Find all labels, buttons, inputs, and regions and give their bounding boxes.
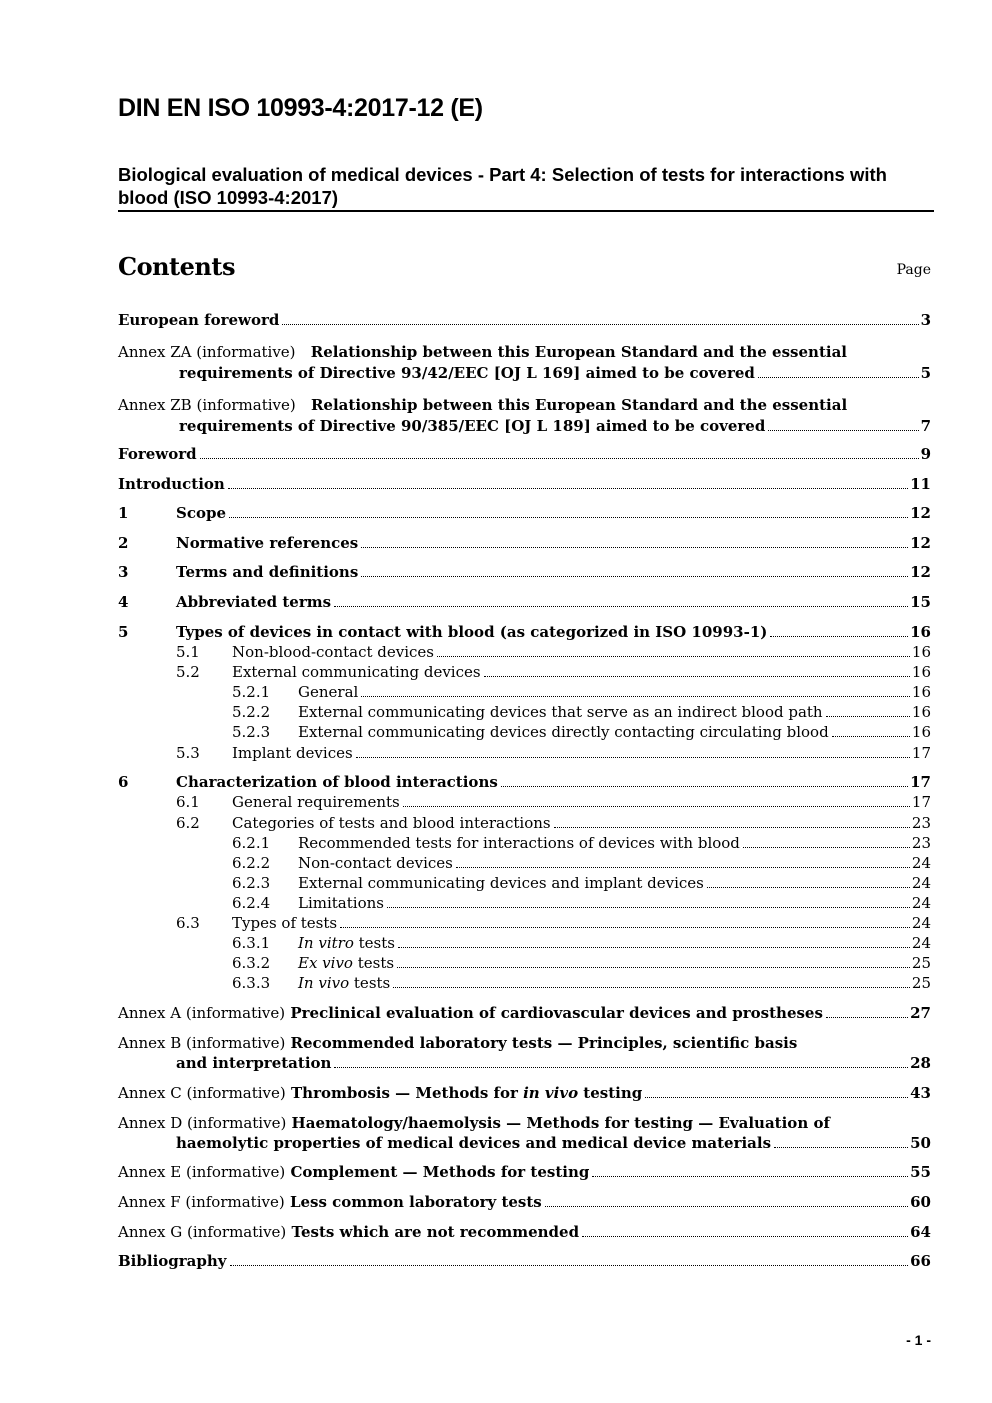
toc-entry-annex-zb-line2[interactable] bbox=[0, 416, 992, 436]
page-column-label: Page bbox=[896, 262, 931, 278]
annex-label: Annex ZB (informative) bbox=[118, 396, 296, 414]
toc-page-number: 12 bbox=[910, 504, 931, 522]
toc-entry-section-6-2-4[interactable] bbox=[0, 893, 992, 913]
toc-page-number: 3 bbox=[920, 311, 931, 329]
toc-entry-annex-za-line2[interactable] bbox=[0, 363, 992, 383]
toc-entry-title: External communicating devices directly contacting circulating blood bbox=[298, 723, 829, 741]
toc-entry-title bbox=[118, 1222, 579, 1242]
section-number: 6.2.2 bbox=[232, 854, 271, 872]
toc-entry-section-5-2-2[interactable] bbox=[0, 702, 992, 722]
toc-page-number: 25 bbox=[911, 974, 931, 992]
toc-entry-title bbox=[118, 1192, 542, 1212]
toc-entry-title: Characterization of blood interactions bbox=[176, 773, 498, 791]
toc-entry-title: Scope bbox=[176, 504, 227, 522]
section-number: 6.2.1 bbox=[232, 834, 271, 852]
dot-leader bbox=[758, 364, 919, 378]
toc-page-number: 17 bbox=[910, 773, 931, 791]
toc-entry-title-continued: haemolytic properties of medical devices and medical device materials bbox=[176, 1134, 772, 1152]
toc-page-number: 27 bbox=[910, 1004, 931, 1022]
toc-page-number: 16 bbox=[911, 683, 931, 701]
toc-page-number: 43 bbox=[910, 1084, 931, 1102]
toc-entry-section-5-2[interactable] bbox=[0, 662, 992, 682]
toc-page-number: 23 bbox=[911, 834, 931, 852]
section-number: 5.2 bbox=[176, 663, 200, 681]
section-number: 6.1 bbox=[176, 793, 200, 811]
title-rest: tests bbox=[349, 974, 391, 992]
document-subtitle: Biological evaluation of medical devices - Part 4: Selection of tests for interactions with blood (ISO 10993-4:2017) bbox=[118, 164, 887, 208]
toc-entry-annex-a[interactable] bbox=[0, 1003, 992, 1023]
toc-page-number: 28 bbox=[910, 1054, 931, 1072]
toc-page-number: 16 bbox=[911, 723, 931, 741]
italic-term: in vivo bbox=[523, 1084, 579, 1102]
annex-label: Annex C (informative) bbox=[118, 1084, 286, 1102]
toc-entry-section-4[interactable] bbox=[0, 592, 992, 612]
dot-leader bbox=[826, 1004, 908, 1018]
toc-entry-section-5[interactable] bbox=[0, 622, 992, 642]
dot-leader bbox=[356, 744, 910, 758]
toc-page-number: 16 bbox=[910, 623, 931, 641]
title-rest: tests bbox=[352, 954, 395, 972]
annex-title: Preclinical evaluation of cardiovascular devices and prostheses bbox=[290, 1004, 823, 1022]
toc-entry-section-5-2-3[interactable] bbox=[0, 722, 992, 742]
italic-term: In vitro bbox=[298, 934, 354, 952]
toc-entry-section-6-3-1[interactable] bbox=[0, 933, 992, 953]
dot-leader bbox=[398, 934, 910, 948]
annex-label: Annex B (informative) bbox=[118, 1034, 286, 1052]
dot-leader bbox=[832, 723, 910, 737]
toc-entry-title: External communicating devices and implant devices bbox=[298, 874, 704, 892]
toc-page-number: 16 bbox=[911, 703, 931, 721]
toc-entry-section-5-3[interactable] bbox=[0, 743, 992, 763]
section-number: 5.1 bbox=[176, 643, 200, 661]
toc-page-number: 9 bbox=[920, 445, 931, 463]
annex-label: Annex A (informative) bbox=[118, 1004, 286, 1022]
annex-title: Tests which are not recommended bbox=[291, 1223, 580, 1241]
toc-entry-title: Recommended tests for interactions of devices with blood bbox=[298, 834, 740, 852]
toc-entry-title: European foreword bbox=[118, 311, 280, 329]
section-number: 6.3.1 bbox=[232, 934, 271, 952]
annex-label: Annex F (informative) bbox=[118, 1193, 285, 1211]
toc-page-number: 17 bbox=[911, 793, 931, 811]
toc-page-number: 17 bbox=[911, 744, 931, 762]
toc-entry-title: Non-contact devices bbox=[298, 854, 453, 872]
toc-page-number: 11 bbox=[910, 475, 931, 493]
toc-page-number: 16 bbox=[911, 643, 931, 661]
dot-leader bbox=[545, 1193, 908, 1207]
section-number: 5 bbox=[118, 623, 129, 641]
toc-page-number: 12 bbox=[910, 563, 931, 581]
dot-leader bbox=[397, 954, 910, 968]
annex-label: Annex E (informative) bbox=[118, 1163, 286, 1181]
toc-entry-title: Normative references bbox=[176, 534, 359, 552]
toc-entry-title bbox=[118, 1083, 642, 1103]
dot-leader bbox=[554, 814, 910, 828]
toc-entry-title bbox=[118, 1003, 823, 1023]
toc-page-number: 23 bbox=[911, 814, 931, 832]
dot-leader bbox=[228, 475, 908, 489]
toc-entry-annex-b-line2[interactable] bbox=[0, 1053, 992, 1073]
toc-entry-title: Bibliography bbox=[118, 1252, 227, 1270]
dot-leader bbox=[484, 663, 910, 677]
toc-entry-section-6-2-2[interactable] bbox=[0, 853, 992, 873]
toc-page-number: 15 bbox=[910, 593, 931, 611]
toc-entry-section-1[interactable] bbox=[0, 503, 992, 523]
toc-entry-title: Non-blood-contact devices bbox=[232, 643, 435, 661]
section-number: 6.3 bbox=[176, 914, 200, 932]
toc-entry-title bbox=[118, 1162, 589, 1182]
dot-leader bbox=[200, 445, 919, 459]
dot-leader bbox=[403, 793, 910, 807]
toc-page-number: 12 bbox=[910, 534, 931, 552]
dot-leader bbox=[592, 1163, 908, 1177]
annex-title: Thrombosis — Methods for bbox=[291, 1084, 524, 1102]
toc-entry-section-6-2[interactable] bbox=[0, 813, 992, 833]
annex-title: Less common laboratory tests bbox=[289, 1193, 542, 1211]
dot-leader bbox=[437, 643, 910, 657]
toc-entry-european-foreword[interactable] bbox=[0, 310, 992, 330]
toc-page-number: 66 bbox=[910, 1252, 931, 1270]
toc-entry-section-3[interactable] bbox=[0, 562, 992, 582]
toc-entry-section-2[interactable] bbox=[0, 533, 992, 553]
toc-entry-annex-e[interactable] bbox=[0, 1162, 992, 1182]
toc-entry-title bbox=[298, 973, 390, 993]
toc-entry-title: Relationship between this European Standard and the essential bbox=[310, 396, 848, 414]
dot-leader bbox=[340, 914, 910, 928]
section-number: 6 bbox=[118, 773, 129, 791]
toc-page-number: 24 bbox=[911, 914, 931, 932]
section-number: 3 bbox=[118, 563, 129, 581]
toc-entry-annex-d-line2[interactable] bbox=[0, 1133, 992, 1153]
toc-entry-section-6-3-2[interactable] bbox=[0, 953, 992, 973]
toc-entry-foreword[interactable] bbox=[0, 444, 992, 464]
section-number: 2 bbox=[118, 534, 129, 552]
toc-entry-title: General requirements bbox=[232, 793, 400, 811]
dot-leader bbox=[282, 311, 918, 325]
contents-heading: Contents bbox=[118, 252, 235, 281]
toc-entry-bibliography[interactable] bbox=[0, 1251, 992, 1271]
dot-leader bbox=[582, 1223, 908, 1237]
dot-leader bbox=[361, 683, 910, 697]
section-number: 5.2.3 bbox=[232, 723, 271, 741]
toc-entry-introduction[interactable] bbox=[0, 474, 992, 494]
section-number: 6.2 bbox=[176, 814, 200, 832]
toc-entry-title: Relationship between this European Standard and the essential bbox=[310, 343, 847, 361]
annex-label: Annex D (informative) bbox=[118, 1114, 287, 1132]
toc-page-number: 55 bbox=[910, 1163, 931, 1181]
toc-page-number: 24 bbox=[911, 934, 931, 952]
italic-term: Ex vivo bbox=[298, 954, 353, 972]
annex-label: Annex G (informative) bbox=[118, 1223, 287, 1241]
toc-page-number: 24 bbox=[911, 894, 931, 912]
dot-leader bbox=[361, 534, 908, 548]
toc-entry-section-5-2-1[interactable] bbox=[0, 682, 992, 702]
annex-title: Complement — Methods for testing bbox=[290, 1163, 590, 1181]
toc-page-number: 25 bbox=[911, 954, 931, 972]
dot-leader bbox=[768, 417, 918, 431]
toc-entry-section-6-2-1[interactable] bbox=[0, 833, 992, 853]
toc-entry-title: Terms and definitions bbox=[176, 563, 359, 581]
toc-page-number: 60 bbox=[910, 1193, 931, 1211]
toc-entry-section-6-1[interactable] bbox=[0, 792, 992, 812]
toc-entry-section-6[interactable] bbox=[0, 772, 992, 792]
italic-term: In vivo bbox=[298, 974, 350, 992]
toc-entry-title: Recommended laboratory tests — Principles, scientific basis bbox=[290, 1034, 798, 1052]
toc-entry-section-6-3[interactable] bbox=[0, 913, 992, 933]
section-number: 6.3.2 bbox=[232, 954, 271, 972]
toc-entry-title: Types of devices in contact with blood (as categorized in ISO 10993-1) bbox=[176, 623, 768, 641]
toc-page-number: 50 bbox=[910, 1134, 931, 1152]
section-number: 6.3.3 bbox=[232, 974, 271, 992]
toc-entry-annex-g[interactable] bbox=[0, 1222, 992, 1242]
toc-entry-title-continued: requirements of Directive 90/385/EEC [OJ L 189] aimed to be covered bbox=[179, 417, 766, 435]
toc-entry-section-6-2-3[interactable] bbox=[0, 873, 992, 893]
section-number: 5.2.2 bbox=[232, 703, 271, 721]
toc-entry-section-6-3-3[interactable] bbox=[0, 973, 992, 993]
toc-entry-title-continued: requirements of Directive 93/42/EEC [OJ L 169] aimed to be covered bbox=[179, 364, 755, 382]
toc-page-number: 5 bbox=[920, 364, 931, 382]
toc-entry-title: External communicating devices bbox=[232, 663, 481, 681]
toc-entry-annex-za-line1[interactable] bbox=[0, 342, 992, 362]
toc-entry-annex-c[interactable] bbox=[0, 1083, 992, 1103]
dot-leader bbox=[707, 874, 910, 888]
dot-leader bbox=[229, 504, 908, 518]
toc-entry-title bbox=[298, 933, 395, 953]
footer-page-number: - 1 - bbox=[906, 1332, 931, 1348]
title-rest: tests bbox=[353, 934, 395, 952]
toc-entry-title: Implant devices bbox=[232, 744, 353, 762]
annex-title-rest: testing bbox=[578, 1084, 643, 1102]
toc-entry-title: Abbreviated terms bbox=[176, 593, 332, 611]
section-number: 6.2.3 bbox=[232, 874, 271, 892]
toc-entry-title: Limitations bbox=[298, 894, 384, 912]
dot-leader bbox=[501, 773, 908, 787]
dot-leader bbox=[774, 1134, 908, 1148]
dot-leader bbox=[334, 1054, 908, 1068]
toc-page-number: 64 bbox=[910, 1223, 931, 1241]
dot-leader bbox=[456, 854, 910, 868]
section-number: 5.3 bbox=[176, 744, 200, 762]
toc-entry-title: Categories of tests and blood interactions bbox=[232, 814, 551, 832]
toc-page-number: 16 bbox=[911, 663, 931, 681]
dot-leader bbox=[334, 593, 908, 607]
toc-entry-annex-f[interactable] bbox=[0, 1192, 992, 1212]
toc-entry-title: General bbox=[298, 683, 359, 701]
dot-leader bbox=[230, 1252, 909, 1266]
toc-entry-title: Foreword bbox=[118, 445, 197, 463]
dot-leader bbox=[645, 1084, 908, 1098]
toc-entry-annex-zb-line1[interactable] bbox=[0, 395, 992, 415]
section-number: 1 bbox=[118, 504, 129, 522]
toc-entry-title: Haematology/haemolysis — Methods for testing — Evaluation of bbox=[291, 1114, 830, 1132]
toc-page-number: 7 bbox=[920, 417, 931, 435]
annex-label: Annex ZA (informative) bbox=[118, 343, 296, 361]
toc-entry-title-continued: and interpretation bbox=[176, 1054, 332, 1072]
dot-leader bbox=[770, 623, 908, 637]
toc-entry-title: Types of tests bbox=[232, 914, 338, 932]
dot-leader bbox=[393, 974, 910, 988]
toc-entry-title bbox=[298, 953, 394, 973]
dot-leader bbox=[387, 894, 910, 908]
toc-page-number: 24 bbox=[911, 874, 931, 892]
section-number: 6.2.4 bbox=[232, 894, 271, 912]
dot-leader bbox=[743, 834, 910, 848]
toc-entry-annex-b-line1[interactable] bbox=[0, 1033, 992, 1053]
toc-entry-section-5-1[interactable] bbox=[0, 642, 992, 662]
toc-entry-title: External communicating devices that serve as an indirect blood path bbox=[298, 703, 823, 721]
document-id-title: DIN EN ISO 10993-4:2017-12 (E) bbox=[118, 94, 483, 122]
dot-leader bbox=[826, 703, 910, 717]
title-rule-divider bbox=[118, 210, 934, 212]
dot-leader bbox=[361, 563, 908, 577]
toc-entry-annex-d-line1[interactable] bbox=[0, 1113, 992, 1133]
section-number: 5.2.1 bbox=[232, 683, 271, 701]
toc-entry-title: Introduction bbox=[118, 475, 225, 493]
section-number: 4 bbox=[118, 593, 129, 611]
toc-page-number: 24 bbox=[911, 854, 931, 872]
